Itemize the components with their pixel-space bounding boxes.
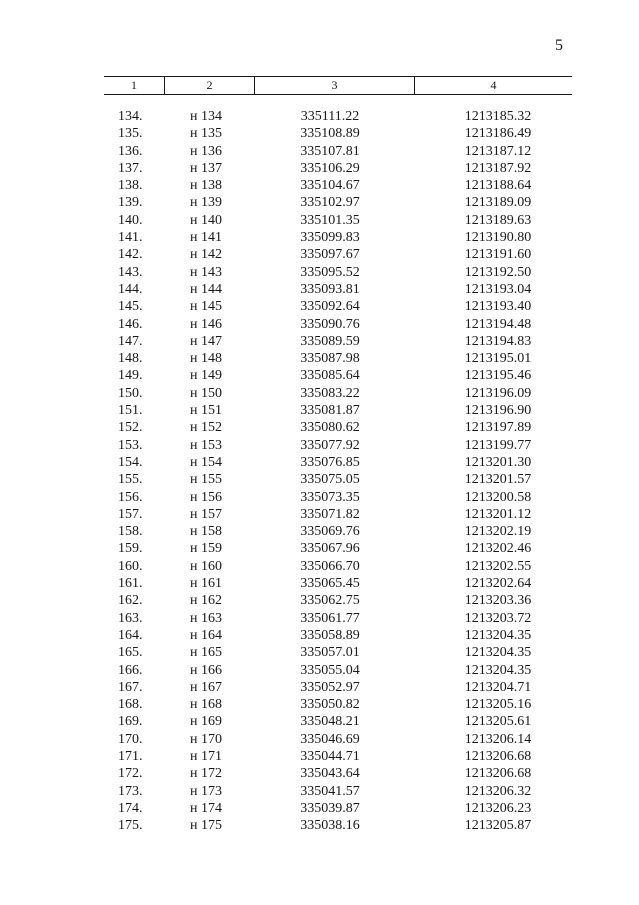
table-row xyxy=(0,316,639,333)
coordinate-x: 335080.62 xyxy=(300,420,360,436)
point-id: н 162 xyxy=(190,593,222,609)
coordinate-y: 1213205.16 xyxy=(464,697,532,713)
table-row xyxy=(0,177,639,194)
row-number: 141. xyxy=(118,230,143,246)
table-row xyxy=(0,765,639,782)
table-row xyxy=(0,800,639,817)
coordinate-x: 335102.97 xyxy=(300,195,360,211)
point-id: н 168 xyxy=(190,697,222,713)
table-row xyxy=(0,194,639,211)
table-row xyxy=(0,229,639,246)
point-id: н 171 xyxy=(190,748,222,764)
point-id: н 139 xyxy=(190,195,222,211)
row-number: 147. xyxy=(118,333,143,349)
table-row xyxy=(0,696,639,713)
point-id: н 175 xyxy=(190,818,222,834)
coordinate-y: 1213201.30 xyxy=(464,454,532,470)
coordinate-y: 1213197.89 xyxy=(464,420,532,436)
row-number: 169. xyxy=(118,714,143,730)
row-number: 153. xyxy=(118,437,143,453)
point-id: н 150 xyxy=(190,385,222,401)
row-number: 172. xyxy=(118,766,143,782)
coordinate-y: 1213189.09 xyxy=(464,195,532,211)
coordinate-y: 1213202.55 xyxy=(464,558,532,574)
row-number: 149. xyxy=(118,368,143,384)
table-row xyxy=(0,454,639,471)
table-row xyxy=(0,402,639,419)
coordinate-y: 1213201.57 xyxy=(464,472,532,488)
table-row xyxy=(0,298,639,315)
table-row xyxy=(0,437,639,454)
coordinate-x: 335050.82 xyxy=(300,697,360,713)
point-id: н 159 xyxy=(190,541,222,557)
coordinate-y: 1213191.60 xyxy=(464,247,532,263)
row-number: 150. xyxy=(118,385,143,401)
coordinate-x: 335057.01 xyxy=(300,645,360,661)
coordinate-y: 1213206.32 xyxy=(464,783,532,799)
row-number: 154. xyxy=(118,454,143,470)
point-id: н 141 xyxy=(190,230,222,246)
row-number: 161. xyxy=(118,576,143,592)
point-id: н 143 xyxy=(190,264,222,280)
row-number: 145. xyxy=(118,299,143,315)
table-row xyxy=(0,160,639,177)
table-row xyxy=(0,575,639,592)
table-header xyxy=(104,76,572,95)
coordinate-x: 335093.81 xyxy=(300,281,360,297)
coordinate-x: 335101.35 xyxy=(300,212,360,228)
table-row xyxy=(0,333,639,350)
coordinate-x: 335044.71 xyxy=(300,748,360,764)
point-id: н 135 xyxy=(190,126,222,142)
point-id: н 140 xyxy=(190,212,222,228)
row-number: 158. xyxy=(118,524,143,540)
row-number: 167. xyxy=(118,679,143,695)
coordinate-x: 335073.35 xyxy=(300,489,360,505)
coordinate-y: 1213201.12 xyxy=(464,506,532,522)
row-number: 170. xyxy=(118,731,143,747)
coordinate-x: 335089.59 xyxy=(300,333,360,349)
coordinate-x: 335097.67 xyxy=(300,247,360,263)
table-row xyxy=(0,385,639,402)
coordinate-y: 1213206.68 xyxy=(464,766,532,782)
coordinate-y: 1213196.09 xyxy=(464,385,532,401)
row-number: 140. xyxy=(118,212,143,228)
row-number: 144. xyxy=(118,281,143,297)
row-number: 142. xyxy=(118,247,143,263)
row-number: 159. xyxy=(118,541,143,557)
table-row xyxy=(0,264,639,281)
row-number: 134. xyxy=(118,109,143,124)
point-id: н 137 xyxy=(190,160,222,176)
header-col-4: 4 xyxy=(414,77,572,94)
coordinate-x: 335075.05 xyxy=(300,472,360,488)
table-row xyxy=(0,627,639,644)
table-row xyxy=(0,523,639,540)
coordinate-y: 1213186.49 xyxy=(464,126,532,142)
coordinate-y: 1213203.36 xyxy=(464,593,532,609)
coordinate-x: 335041.57 xyxy=(300,783,360,799)
page-number: 5 xyxy=(555,37,563,54)
point-id: н 136 xyxy=(190,143,222,159)
row-number: 157. xyxy=(118,506,143,522)
coordinate-y: 1213206.68 xyxy=(464,748,532,764)
coordinate-x: 335061.77 xyxy=(300,610,360,626)
coordinate-y: 1213200.58 xyxy=(464,489,532,505)
point-id: н 146 xyxy=(190,316,222,332)
coordinate-x: 335085.64 xyxy=(300,368,360,384)
point-id: н 149 xyxy=(190,368,222,384)
table-row xyxy=(0,748,639,765)
coordinate-x: 335095.52 xyxy=(300,264,360,280)
row-number: 139. xyxy=(118,195,143,211)
coordinate-x: 335039.87 xyxy=(300,800,360,816)
row-number: 146. xyxy=(118,316,143,332)
row-number: 151. xyxy=(118,403,143,419)
row-number: 135. xyxy=(118,126,143,142)
point-id: н 174 xyxy=(190,800,222,816)
coordinate-y: 1213195.46 xyxy=(464,368,532,384)
row-number: 162. xyxy=(118,593,143,609)
row-number: 152. xyxy=(118,420,143,436)
coordinate-x: 335066.70 xyxy=(300,558,360,574)
row-number: 136. xyxy=(118,143,143,159)
table-row xyxy=(0,644,639,661)
point-id: н 134 xyxy=(190,109,222,124)
point-id: н 145 xyxy=(190,299,222,315)
coordinate-x: 335076.85 xyxy=(300,454,360,470)
coordinate-x: 335055.04 xyxy=(300,662,360,678)
coordinate-x: 335111.22 xyxy=(300,109,360,124)
coordinate-x: 335067.96 xyxy=(300,541,360,557)
point-id: н 160 xyxy=(190,558,222,574)
point-id: н 158 xyxy=(190,524,222,540)
point-id: н 172 xyxy=(190,766,222,782)
row-number: 143. xyxy=(118,264,143,280)
table-row xyxy=(0,731,639,748)
row-number: 155. xyxy=(118,472,143,488)
point-id: н 148 xyxy=(190,351,222,367)
point-id: н 151 xyxy=(190,403,222,419)
coordinate-x: 335081.87 xyxy=(300,403,360,419)
row-number: 175. xyxy=(118,818,143,834)
coordinate-x: 335107.81 xyxy=(300,143,360,159)
point-id: н 153 xyxy=(190,437,222,453)
point-id: н 165 xyxy=(190,645,222,661)
row-number: 160. xyxy=(118,558,143,574)
coordinate-y: 1213192.50 xyxy=(464,264,532,280)
coordinate-x: 335065.45 xyxy=(300,576,360,592)
point-id: н 147 xyxy=(190,333,222,349)
coordinate-y: 1213203.72 xyxy=(464,610,532,626)
row-number: 171. xyxy=(118,748,143,764)
coordinate-x: 335052.97 xyxy=(300,679,360,695)
point-id: н 173 xyxy=(190,783,222,799)
coordinate-x: 335048.21 xyxy=(300,714,360,730)
point-id: н 157 xyxy=(190,506,222,522)
coordinate-x: 335106.29 xyxy=(300,160,360,176)
coordinate-y: 1213202.19 xyxy=(464,524,532,540)
point-id: н 156 xyxy=(190,489,222,505)
table-row xyxy=(0,143,639,160)
coordinate-x: 335108.89 xyxy=(300,126,360,142)
coordinate-y: 1213204.35 xyxy=(464,662,532,678)
coordinate-y: 1213196.90 xyxy=(464,403,532,419)
coordinate-x: 335062.75 xyxy=(300,593,360,609)
coordinate-y: 1213202.46 xyxy=(464,541,532,557)
point-id: н 142 xyxy=(190,247,222,263)
table-row xyxy=(0,817,639,834)
point-id: н 163 xyxy=(190,610,222,626)
table-row xyxy=(0,367,639,384)
point-id: н 152 xyxy=(190,420,222,436)
coordinate-y: 1213194.83 xyxy=(464,333,532,349)
row-number: 165. xyxy=(118,645,143,661)
point-id: н 155 xyxy=(190,472,222,488)
coordinate-y: 1213204.35 xyxy=(464,645,532,661)
row-number: 173. xyxy=(118,783,143,799)
coordinate-y: 1213205.87 xyxy=(464,818,532,834)
coordinate-y: 1213193.04 xyxy=(464,281,532,297)
table-row xyxy=(0,471,639,488)
point-id: н 166 xyxy=(190,662,222,678)
row-number: 138. xyxy=(118,178,143,194)
table-row xyxy=(0,419,639,436)
row-number: 148. xyxy=(118,351,143,367)
table-row xyxy=(0,506,639,523)
header-col-3: 3 xyxy=(254,77,414,94)
coordinate-y: 1213195.01 xyxy=(464,351,532,367)
coordinate-x: 335090.76 xyxy=(300,316,360,332)
header-col-2: 2 xyxy=(164,77,254,94)
table-row xyxy=(0,350,639,367)
table-row xyxy=(0,679,639,696)
coordinate-x: 335087.98 xyxy=(300,351,360,367)
coordinate-x: 335058.89 xyxy=(300,627,360,643)
coordinates-table-body xyxy=(0,108,639,834)
coordinate-x: 335099.83 xyxy=(300,230,360,246)
row-number: 168. xyxy=(118,697,143,713)
coordinate-x: 335043.64 xyxy=(300,766,360,782)
table-row xyxy=(0,281,639,298)
coordinate-y: 1213185.32 xyxy=(464,109,532,124)
coordinate-x: 335069.76 xyxy=(300,524,360,540)
coordinate-y: 1213193.40 xyxy=(464,299,532,315)
coordinate-x: 335104.67 xyxy=(300,178,360,194)
coordinate-y: 1213204.35 xyxy=(464,627,532,643)
point-id: н 138 xyxy=(190,178,222,194)
coordinate-x: 335092.64 xyxy=(300,299,360,315)
table-row xyxy=(0,125,639,142)
coordinate-x: 335071.82 xyxy=(300,506,360,522)
coordinate-y: 1213199.77 xyxy=(464,437,532,453)
coordinate-y: 1213194.48 xyxy=(464,316,532,332)
row-number: 174. xyxy=(118,800,143,816)
point-id: н 161 xyxy=(190,576,222,592)
coordinate-y: 1213187.92 xyxy=(464,160,532,176)
table-row xyxy=(0,713,639,730)
coordinate-y: 1213205.61 xyxy=(464,714,532,730)
coordinate-x: 335046.69 xyxy=(300,731,360,747)
coordinate-x: 335038.16 xyxy=(300,818,360,834)
table-row xyxy=(0,246,639,263)
coordinate-y: 1213188.64 xyxy=(464,178,532,194)
header-col-1: 1 xyxy=(131,78,137,92)
table-row xyxy=(0,540,639,557)
coordinate-y: 1213206.14 xyxy=(464,731,532,747)
table-row xyxy=(0,592,639,609)
point-id: н 144 xyxy=(190,281,222,297)
row-number: 166. xyxy=(118,662,143,678)
table-row xyxy=(0,610,639,627)
row-number: 137. xyxy=(118,160,143,176)
point-id: н 154 xyxy=(190,454,222,470)
row-number: 163. xyxy=(118,610,143,626)
coordinate-y: 1213190.80 xyxy=(464,230,532,246)
row-number: 164. xyxy=(118,627,143,643)
table-row xyxy=(0,212,639,229)
point-id: н 170 xyxy=(190,731,222,747)
coordinate-y: 1213204.71 xyxy=(464,679,532,695)
table-row xyxy=(0,108,639,125)
coordinate-x: 335077.92 xyxy=(300,437,360,453)
coordinate-x: 335083.22 xyxy=(300,385,360,401)
coordinate-y: 1213187.12 xyxy=(464,143,532,159)
table-row xyxy=(0,662,639,679)
point-id: н 169 xyxy=(190,714,222,730)
coordinate-y: 1213202.64 xyxy=(464,576,532,592)
point-id: н 167 xyxy=(190,679,222,695)
table-row xyxy=(0,558,639,575)
point-id: н 164 xyxy=(190,627,222,643)
coordinate-y: 1213206.23 xyxy=(464,800,532,816)
coordinate-y: 1213189.63 xyxy=(464,212,532,228)
table-row xyxy=(0,489,639,506)
table-row xyxy=(0,783,639,800)
row-number: 156. xyxy=(118,489,143,505)
